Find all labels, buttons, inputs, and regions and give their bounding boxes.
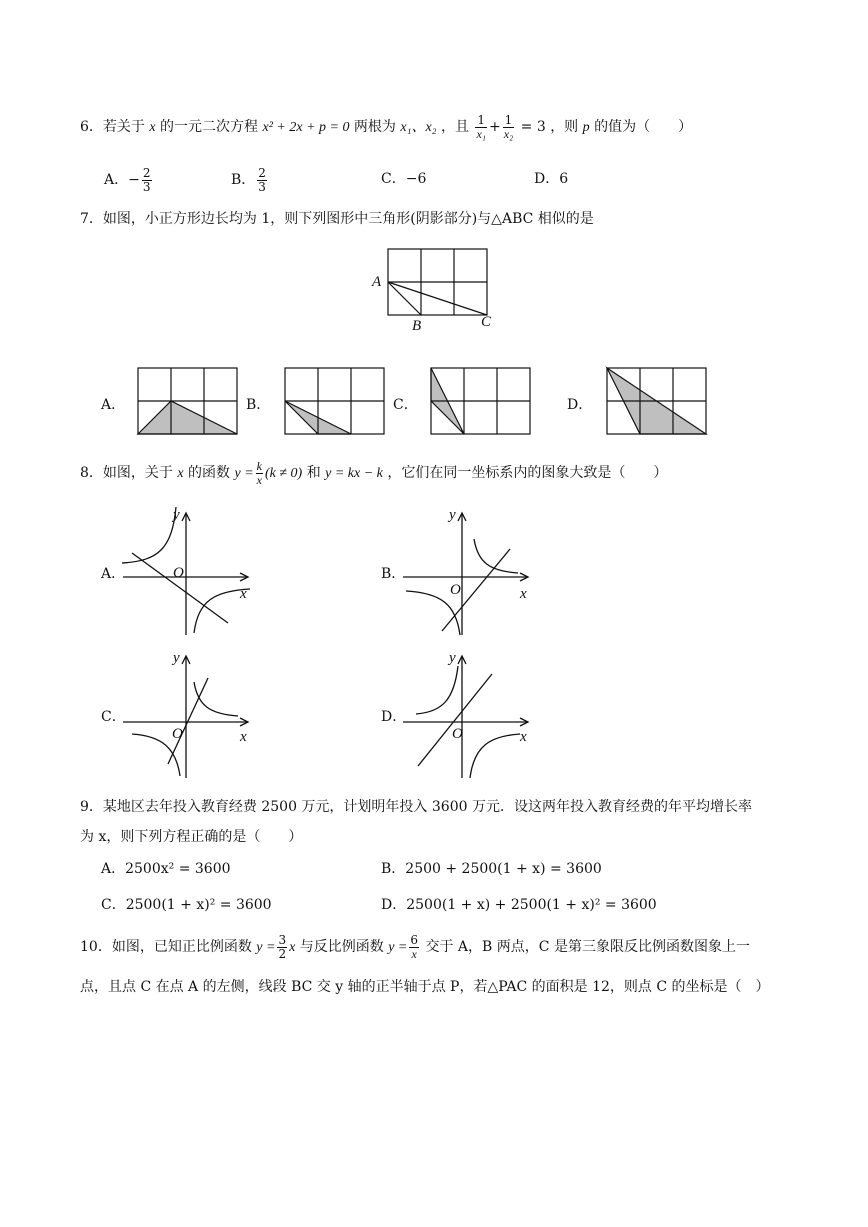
question-10-line2: 点，且点 C 在点 A 的左侧，线段 BC 交 y 轴的正半轴于点 P，若△PAC 的面积是 12，则点 C 的坐标是（ ） [80,979,770,995]
svg-text:x: x [520,586,527,602]
q8-option-b-graph[interactable] [398,505,543,640]
svg-text:y: y [173,650,180,666]
svg-text:O: O [450,582,461,598]
question-10-line1: 10．如图，已知正比例函数 y = $\frac{3}{2}$ x 与反比例函数 y = $\frac{6}{x}$ 交于 A，B 两点，C 是第三象限反比例函数图象上一 [80,932,750,961]
q9-option-b[interactable]: B．2500 + 2500(1 + x) = 3600 [381,861,602,877]
q7-main-figure [360,246,510,336]
q6-eq-value: = 3 [520,119,546,135]
svg-text:x: x [240,586,247,602]
q8-option-d[interactable]: D． [381,709,407,725]
label-c: C [481,314,492,330]
q6-var-x: x [149,120,156,135]
question-6: 6．若关于 x 的一元二次方程 x² + 2x + p = 0 两根为 x₁、x₂ ，且 $\frac{1}{\text{x₁}}$ + $\frac{1}{\text{x₂}}$ = 3 ，则 p 的值为（ ） [80,112,693,141]
svg-text:O: O [452,726,463,742]
question-9-line1: 9．某地区去年投入教育经费 2500 万元，计划明年投入 3600 万元．设这两年投入教育经费的年平均增长率 [80,799,752,815]
q8-option-c[interactable]: C． [101,709,126,725]
q6-var-p: p [582,120,590,135]
label-a: A [372,274,382,290]
svg-text:y: y [173,507,180,523]
svg-text:x: x [520,729,527,745]
q6-equation: x² + 2x + p = 0 [262,120,350,135]
q8-fraction: $\frac{k}{x}$ [256,458,262,487]
q6-option-b[interactable]: B． $\frac{2}{3}$ [231,165,266,194]
q6-tail2: 的值为（ ） [594,119,693,135]
svg-text:O: O [172,726,183,742]
q8-option-a[interactable]: A． [101,566,126,582]
svg-text:O: O [173,565,184,581]
q6-fraction-1: $\frac{1}{\text{x₁}}$ [476,112,486,141]
label-b: B [412,318,422,334]
q6-mid2: 两根为 [353,119,396,135]
q7-option-d[interactable]: D． [567,397,593,413]
q7-option-c[interactable]: C． [393,397,418,413]
svg-text:y: y [449,507,456,523]
question-9-line2: 为 x，则下列方程正确的是（ ） [80,829,303,845]
q9-option-a[interactable]: A．2500x² = 3600 [101,861,231,877]
q8-option-d-graph[interactable] [398,648,543,783]
q6-tail: ，则 [550,119,579,135]
q7-option-d-figure[interactable] [606,368,708,436]
q8-option-c-graph[interactable] [118,648,263,783]
q8-option-b[interactable]: B． [381,566,406,582]
q7-option-a[interactable]: A． [101,397,126,413]
q9-option-c[interactable]: C．2500(1 + x)² = 3600 [101,897,272,913]
q6-lead: 6．若关于 [80,119,145,135]
q6-option-c[interactable]: C．−6 [381,171,427,187]
q6-mid1: 的一元二次方程 [160,119,259,135]
q6-mid3: ，且 [441,119,469,135]
q8-option-a-graph[interactable] [118,505,263,640]
q7-option-a-figure[interactable] [137,368,239,436]
q6-roots: x₁、x₂ [400,120,437,135]
q7-option-b-figure[interactable] [284,368,386,436]
question-7-text: 7．如图，小正方形边长均为 1，则下列图形中三角形(阴影部分)与△ABC 相似的是 [80,211,594,227]
q9-option-d[interactable]: D．2500(1 + x) + 2500(1 + x)² = 3600 [381,897,657,913]
q6-option-d[interactable]: D．6 [534,171,569,187]
svg-text:y: y [449,650,456,666]
q7-option-c-figure[interactable] [430,368,532,436]
svg-text:x: x [240,729,247,745]
q6-fraction-2: $\frac{1}{\text{x₂}}$ [503,112,514,141]
q6-option-a[interactable]: A．− $\frac{2}{3}$ [104,165,151,194]
q7-option-b[interactable]: B． [246,397,271,413]
question-8: 8．如图，关于 x 的函数 y = $\frac{k}{x}$ (k ≠ 0) 和 y = kx − k ，它们在同一坐标系内的图象大致是（ ） [80,458,668,487]
